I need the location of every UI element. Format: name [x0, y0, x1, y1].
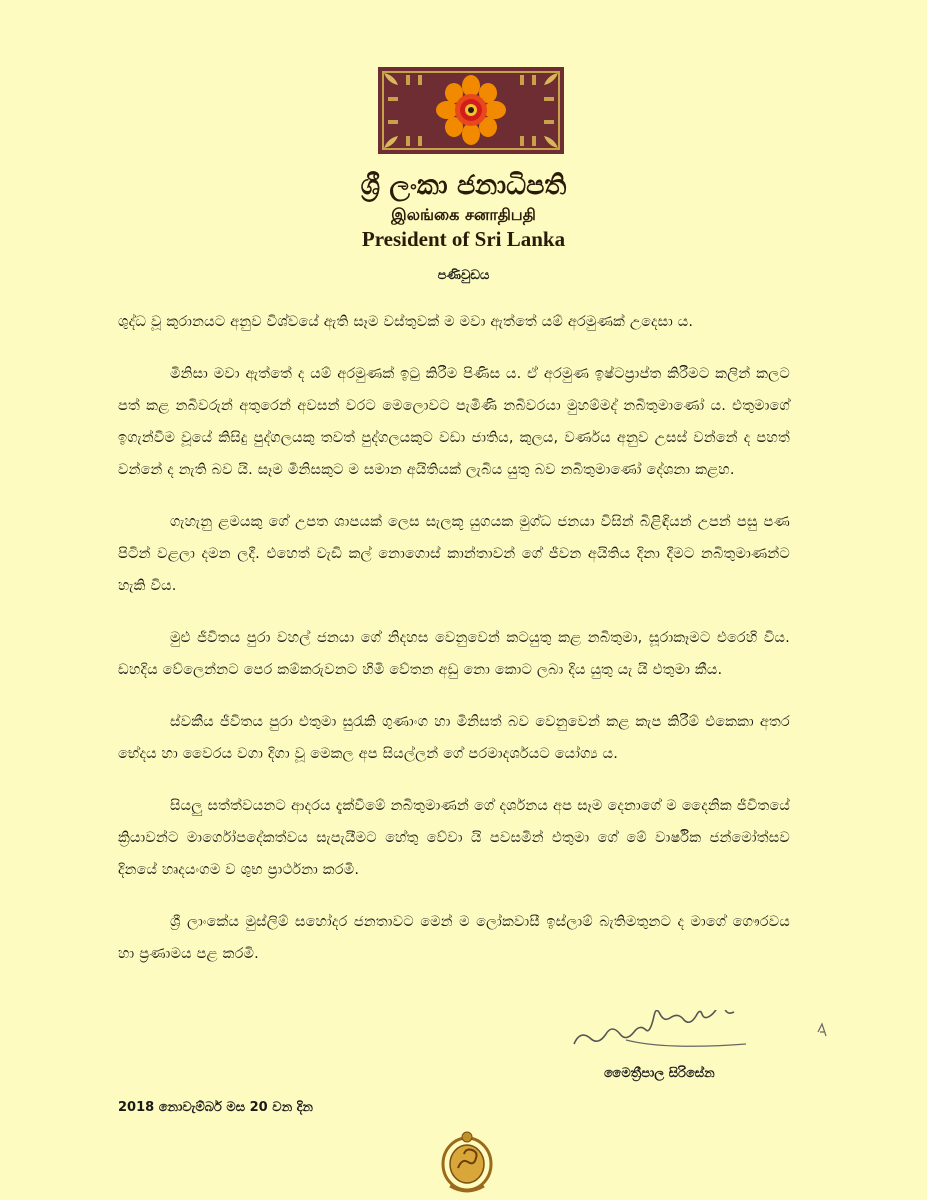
- paragraph-2: මිනිසා මවා ඇත්තේ ද යම් අරමුණක් ඉටු කිරීම පිණිස ය. ඒ අරමුණ ඉෂ්ටප්‍රාප්ත කිරීමට කලින් කලට පත් කළ නබිවරුන් අතුරෙන් අවසන් වරට මෙලොවට පැමිණි නබිවරයා මුහම්මද් නබිතුමාණෝ ය. එතුමාගේ ඉගැන්වීම වූයේ කිසිදු පුද්ගලයකු තවත් පුද්ගලයකුට වඩා ජාතිය, කුලය, වර්ණය අනුව උසස් වන්නේ ද පහත් වන්නේ ද නැති බව යි. සෑම මිනිසකුට ම සමාන අයිතියක් ලැබිය යුතු බව නබිතුමාණෝ දේශනා කළහ.: [118, 366, 790, 478]
- letter-date: 2018 නොවැම්බර් මස 20 වන දින: [118, 1100, 313, 1115]
- message-body: [118, 306, 790, 990]
- message-heading: පණිවුඩය: [437, 268, 490, 283]
- signer-name: මෛත්‍රීපාල සිරිසේන: [604, 1066, 715, 1081]
- title-tamil: இலங்கை சனாதிபதி: [391, 205, 536, 224]
- title-sinhala: ශ්‍රී ලංකා ජනාධිපති: [360, 170, 567, 201]
- paragraph-1: ශුද්ධ වූ කුරානයට අනුව විශ්වයේ ඇති සෑම වස්තුවක් ම මවා ඇත්තේ යම් අරමුණක් උදෙසා ය.: [118, 314, 694, 330]
- paragraph-3: ගැහැනු ළමයකු ගේ උපත ශාපයක් ලෙස සැලකූ යුගයක මුග්ධ ජනයා විසින් බිළිඳියන් උපන් පසු පණ පිටින් වළලා දමන ලදී. එහෙත් වැඩි කල් නොගොස් කාන්තාවන් ගේ ජීවන අයිතිය දිනා දීමට නබිතුමාණන්ට හැකි විය.: [118, 514, 790, 594]
- paragraph-6: සියලු සත්ත්වයනට ආදරය දැක්වීමේ නබිතුමාණන් ගේ දර්ශනය අප සෑම දෙනාගේ ම දෛනික ජීවිතයේ ක්‍රියාවන්ට මාර්ගෝපදේකත්වය සැපැයීමට හේතු වේවා යි පවසමින් එතුමා ගේ මේ වාර්ෂික ජන්මෝත්සව දිනයේ හෘදයංගම ව ශුභ ප්‍රාර්ථනා කරමි.: [118, 798, 790, 878]
- paragraph-5: ස්වකීය ජීවිතය පුරා එතුමා සුරැකි ගුණාංග හා මිනිසත් බව වෙනුවෙන් කළ කැප කිරීම් එකෙකා අතර භේදය හා වෛරය වගා දිගා වූ මෙකල අප සියල්ලන් ගේ පරමාදර්ශයට යෝග්‍ය ය.: [118, 714, 790, 762]
- handwritten-signature-icon: [566, 1010, 836, 1060]
- presidential-flag-icon: [378, 67, 564, 154]
- title-english: President of Sri Lanka: [361, 227, 566, 251]
- paragraph-7: ශ්‍රී ලාංකේය මුස්ලිම් සහෝදර ජනතාවට මෙන් ම ලෝකවාසී ඉස්ලාම් බැතිමතුනට ද මාගේ ගෞරවය හා ප්‍රණාමය පළ කරමි.: [118, 914, 790, 962]
- national-emblem-icon: [440, 1128, 494, 1194]
- paragraph-4: මුළු ජීවිතය පුරා වහල් ජනයා ගේ නිදහස වෙනුවෙන් කටයුතු කළ නබිතුමා, සූරාකෑමට එරෙහි විය. ඩහදිය වේලෙන්නට පෙර කම්කරුවනට හිමි වේතන අඩු නො කොට ලබා දිය යුතු යැ යි එතුමා කීය.: [118, 630, 790, 678]
